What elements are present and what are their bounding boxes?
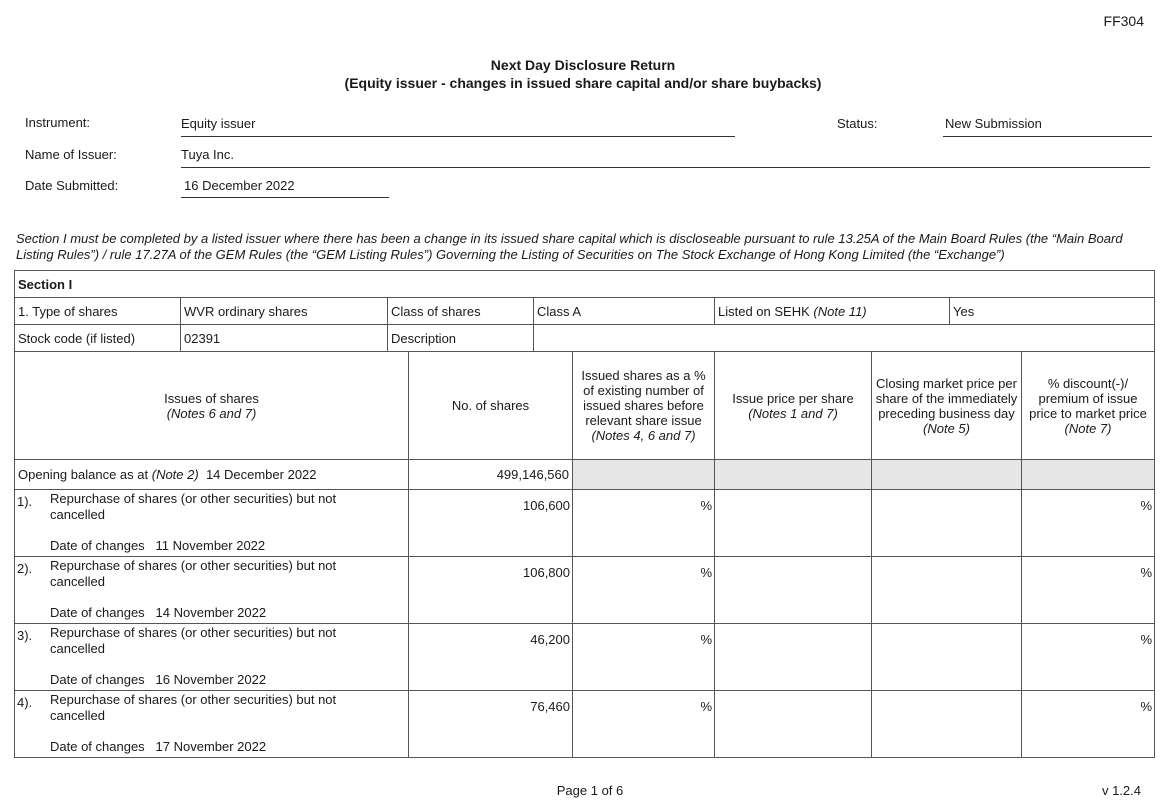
type-of-shares-value: WVR ordinary shares <box>181 298 388 325</box>
page-number: Page 1 of 6 <box>556 783 624 798</box>
version-label: v 1.2.4 <box>1101 783 1141 798</box>
stock-code-label: Stock code (if listed) <box>15 325 181 352</box>
row-closing-price <box>872 691 1022 758</box>
opening-balance-label: Opening balance as at (Note 2) 14 December 2022 <box>15 460 409 490</box>
row-discount: % <box>1022 691 1155 758</box>
row-pct: % <box>573 490 715 557</box>
row-change-description: Repurchase of shares (or other securities) but not cancelled <box>50 625 337 656</box>
listed-on-sehk-value: Yes <box>950 298 1155 325</box>
table-row <box>15 490 1155 557</box>
stock-code-value: 02391 <box>181 325 388 352</box>
instrument-label: Instrument: <box>25 115 91 130</box>
row-discount: % <box>1022 624 1155 691</box>
description-value <box>534 325 1155 352</box>
class-of-shares-value: Class A <box>534 298 715 325</box>
row-issue-price <box>715 557 872 624</box>
section-table <box>14 270 1155 758</box>
row-pct: % <box>573 691 715 758</box>
description-label: Description <box>388 325 534 352</box>
row-pct: % <box>573 557 715 624</box>
row-closing-price <box>872 624 1022 691</box>
row-date: Date of changes 14 November 2022 <box>50 605 267 620</box>
section-title: Section I <box>15 271 1155 298</box>
row-discount: % <box>1022 557 1155 624</box>
row-description <box>15 691 409 758</box>
date-submitted-field: 16 December 2022 <box>181 178 389 198</box>
row-number: 4). <box>17 695 33 710</box>
col-issue-price: Issue price per share (Notes 1 and 7) <box>715 352 872 460</box>
table-row <box>15 691 1155 758</box>
row-description <box>15 490 409 557</box>
row-issue-price <box>715 691 872 758</box>
page-title: Next Day Disclosure Return <box>490 57 676 73</box>
col-pct-issued: Issued shares as a % of existing number of issued shares before relevant share issue (Notes 4, 6 and 7) <box>573 352 715 460</box>
form-code: FF304 <box>1103 13 1144 29</box>
status-field: New Submission <box>943 116 1152 137</box>
row-shares: 46,200 <box>409 624 573 691</box>
opening-balance-shares: 499,146,560 <box>409 460 573 490</box>
col-no-of-shares: No. of shares <box>409 352 573 460</box>
col-issues-of-shares: Issues of shares (Notes 6 and 7) <box>15 352 409 460</box>
date-submitted-label: Date Submitted: <box>25 178 119 193</box>
row-description <box>15 624 409 691</box>
issuer-field: Tuya Inc. <box>181 147 1150 168</box>
col-closing-price: Closing market price per share of the immediately preceding business day (Note 5) <box>872 352 1022 460</box>
row-pct: % <box>573 624 715 691</box>
row-shares: 76,460 <box>409 691 573 758</box>
row-issue-price <box>715 624 872 691</box>
row-description <box>15 557 409 624</box>
table-row <box>15 624 1155 691</box>
row-change-description: Repurchase of shares (or other securities) but not cancelled <box>50 558 337 589</box>
row-date: Date of changes 16 November 2022 <box>50 672 267 687</box>
row-discount: % <box>1022 490 1155 557</box>
row-shares: 106,800 <box>409 557 573 624</box>
row-shares: 106,600 <box>409 490 573 557</box>
row-date: Date of changes 11 November 2022 <box>50 538 266 553</box>
row-date: Date of changes 17 November 2022 <box>50 739 267 754</box>
class-of-shares-label: Class of shares <box>388 298 534 325</box>
page-subtitle: (Equity issuer - changes in issued share capital and/or share buybacks) <box>344 75 822 91</box>
row-number: 3). <box>17 628 33 643</box>
shaded-cell <box>872 460 1022 490</box>
section-intro: Section I must be completed by a listed issuer where there has been a change in its issued share capital which is discloseable pursuant to rule 13.25A of the Main Board Rules (the “Main Board Listing Rules”) / rule 17.27A of the GEM Rules (the “GEM Listing Rules”) Governing the Listing of Securities on The Stock Exchange of Hong Kong Limited (the “Exchange”) <box>16 231 1123 262</box>
row-closing-price <box>872 490 1022 557</box>
row-change-description: Repurchase of shares (or other securities) but not cancelled <box>50 491 337 522</box>
row-closing-price <box>872 557 1022 624</box>
listed-on-sehk-label: Listed on SEHK (Note 11) <box>715 298 950 325</box>
shaded-cell <box>573 460 715 490</box>
status-label: Status: <box>837 116 878 131</box>
issuer-label: Name of Issuer: <box>25 147 117 162</box>
type-of-shares-label: 1. Type of shares <box>15 298 181 325</box>
shaded-cell <box>1022 460 1155 490</box>
row-change-description: Repurchase of shares (or other securities) but not cancelled <box>50 692 337 723</box>
row-number: 1). <box>17 494 33 509</box>
row-number: 2). <box>17 561 33 576</box>
row-issue-price <box>715 490 872 557</box>
instrument-field: Equity issuer <box>181 116 735 137</box>
table-row <box>15 557 1155 624</box>
shaded-cell <box>715 460 872 490</box>
col-discount-premium: % discount(-)/ premium of issue price to market price (Note 7) <box>1022 352 1155 460</box>
